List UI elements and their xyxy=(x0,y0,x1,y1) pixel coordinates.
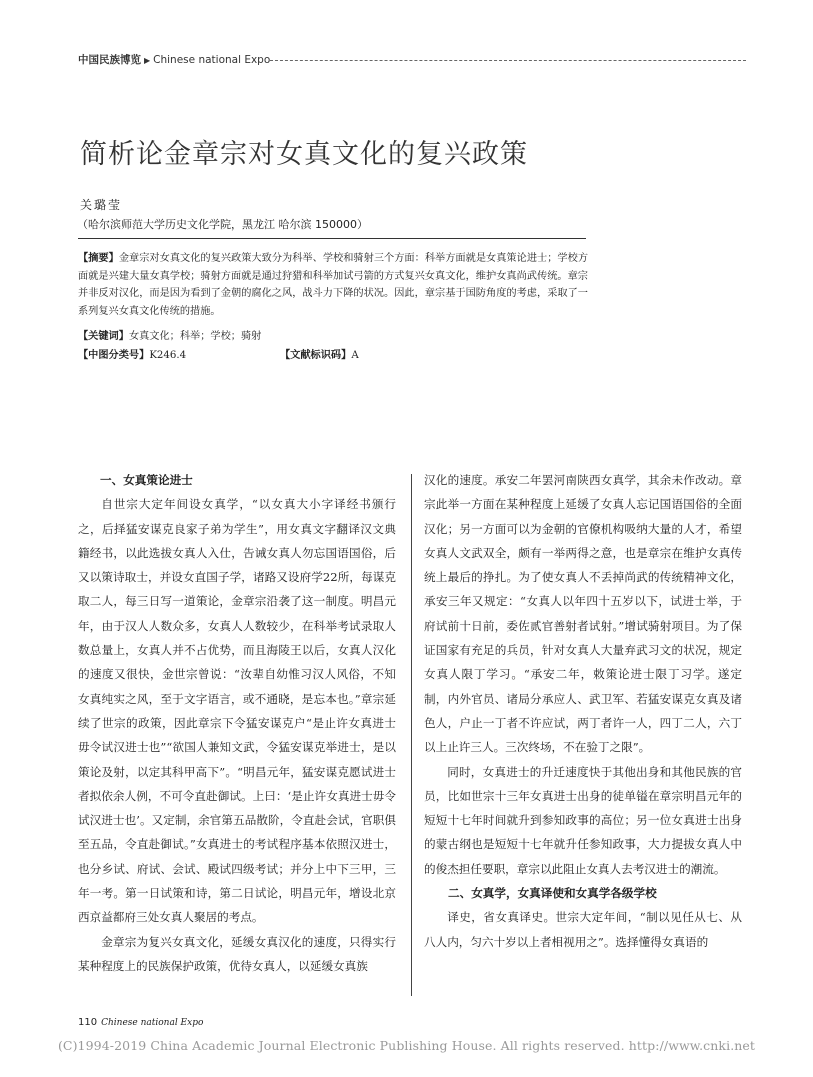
copyright-notice: (C)1994-2019 China Academic Journal Electronic Publishing House. All rights reserved. http://www.cnki.net xyxy=(57,1038,756,1053)
classification-tag: 【中图分类号】 xyxy=(78,350,150,361)
section-heading-2: 二、女真学，女真译使和女真学各级学校 xyxy=(448,886,657,901)
article-title: 简析论金章宗对女真文化的复兴政策 xyxy=(80,139,528,170)
header-dashed-rule xyxy=(270,60,746,61)
footer-journal: Chinese national Expo xyxy=(101,1018,204,1028)
classification-line xyxy=(78,346,578,361)
abstract xyxy=(78,250,588,320)
keywords-text: 女真文化；科举；学校；骑射 xyxy=(128,331,262,342)
section-heading-1: 一、女真策论进士 xyxy=(100,473,193,487)
abstract-tag: 【摘要】 xyxy=(78,253,119,264)
author-name: 关璐莹 xyxy=(80,198,123,212)
page-number: 110 xyxy=(78,1017,98,1028)
paragraph: 同时，女真进士的升迁速度快于其他出身和其他民族的官员，比如世宗十三年女真进士出身的徒单镒在章宗明昌元年的短短十七年时间就升到参知政事的高位；另一位女真进士出身的蒙古纲也是短短十七年就升任参知政事，大力提拔女真人中的俊杰担任要职，章宗以此阻止女真人去考汉进士的潮流。 xyxy=(424,764,742,876)
journal-name-en: Chinese national Expo xyxy=(153,54,271,66)
document-code-tag: 【文献标识码】 xyxy=(280,350,352,361)
page-footer xyxy=(78,1017,203,1028)
paragraph: 译史，省女真译史。世宗大定年间，“制以见任从七、从八人内，匀六十岁以上者相视用之”。选择懂得女真语的 xyxy=(424,910,742,949)
keywords-tag: 【关键词】 xyxy=(78,331,129,342)
column-divider xyxy=(411,474,412,996)
paragraph: 金章宗为复兴女真文化，延缓女真汉化的速度，只得实行某种程度上的民族保护政策，优待女真人，以延缓女真族 xyxy=(78,934,396,973)
journal-brand xyxy=(78,52,270,67)
paragraph: 自世宗大定年间设女真学，“以女真大小字译经书颁行之，后择猛安谋克良家子弟为学生”，用女真文字翻译汉文典籍经书，以此选拔女真人入仕，告诫女真人勿忘国语国俗，后又以策诗取士，并设女直国子学，诸路又设府学22所，每谋克取二人，每三日写一道策论，金章宗沿袭了这一制度。明昌元年，由于汉人人数众多，女真人人数较少，在科举考试录取人数总量上，女真人并不占优势，而且海陵王以后，女真人汉化的速度又很快，金世宗曾说：“汝辈自幼惟习汉人风俗，不知女真纯实之风，至于文字语言，或不通晓，是忘本也。”章宗延续了世宗的政策，因此章宗下令猛安谋克户“是止许女真进士毋令试汉进士也”“欲国人兼知文武，令猛安谋克举进士，是以策论及射，以定其科甲高下”。“明昌元年，猛安谋克愿试进士者拟依余人例，不可令直赴御试。上曰：‘是止许女真进士毋令试汉进士也’。又定制，余官第五品散阶，令直赴会试，官职俱至五品，令直赴御试。”女真进士的考试程序基本依照汉进士，也分乡试、府试、会试、殿试四级考试；并分上中下三甲，三年一考。第一日试策和诗，第二日试论，明昌元年，增设北京西京益都府三处女真人聚居的考点。 xyxy=(78,497,396,925)
paragraph-continued: 汉化的速度。承安二年罢河南陕西女真学，其余未作改动。章宗此举一方面在某种程度上延缓了女真人忘记国语国俗的全面汉化；另一方面可以为金朝的官僚机构吸纳大量的人才，希望女真人文武双全，颇有一举两得之意，也是章宗在维护女真传统上最后的挣扎。为了使女真人不丢掉尚武的传统精神文化，承安三年又规定：“女真人以年四十五岁以下，试进士举，于府试前十日前，委佐贰官善射者试射。”增试骑射项目。为了保证国家有充足的兵员，针对女真人大量弃武习文的状况，规定女真人限丁学习。“承安二年，敕策论进士限丁习学。遂定制，内外官员、诸局分承应人、武卫军、若猛安谋克女真及诸色人，户止一丁者不许应试，两丁者许一人，四丁二人，六丁以上止许三人。三次终场，不在验丁之限”。 xyxy=(424,473,742,755)
triangle-icon: ▶ xyxy=(144,56,151,65)
journal-name-cn: 中国民族博览 xyxy=(78,54,141,66)
document-code xyxy=(280,346,359,361)
keywords xyxy=(78,327,261,342)
body-column-right xyxy=(424,468,742,954)
title-rule xyxy=(78,238,586,239)
running-header xyxy=(78,52,746,68)
abstract-text: 金章宗对女真文化的复兴政策大致分为科举、学校和骑射三个方面：科举方面就是女真策论进士；学校方面就是兴建大量女真学校；骑射方面就是通过狩猎和科举加试弓箭的方式复兴女真文化，维护女真尚武传统。章宗并非反对汉化，而是因为看到了金朝的腐化之风，战斗力下降的状况。因此，章宗基于国防角度的考虑，采取了一系列复兴女真文化传统的措施。 xyxy=(78,253,589,317)
classification-value: K246.4 xyxy=(149,350,187,361)
document-code-value: A xyxy=(351,350,359,361)
author-affiliation: （哈尔滨师范大学历史文化学院，黑龙江 哈尔滨 150000） xyxy=(77,218,368,231)
body-column-left xyxy=(78,468,396,978)
